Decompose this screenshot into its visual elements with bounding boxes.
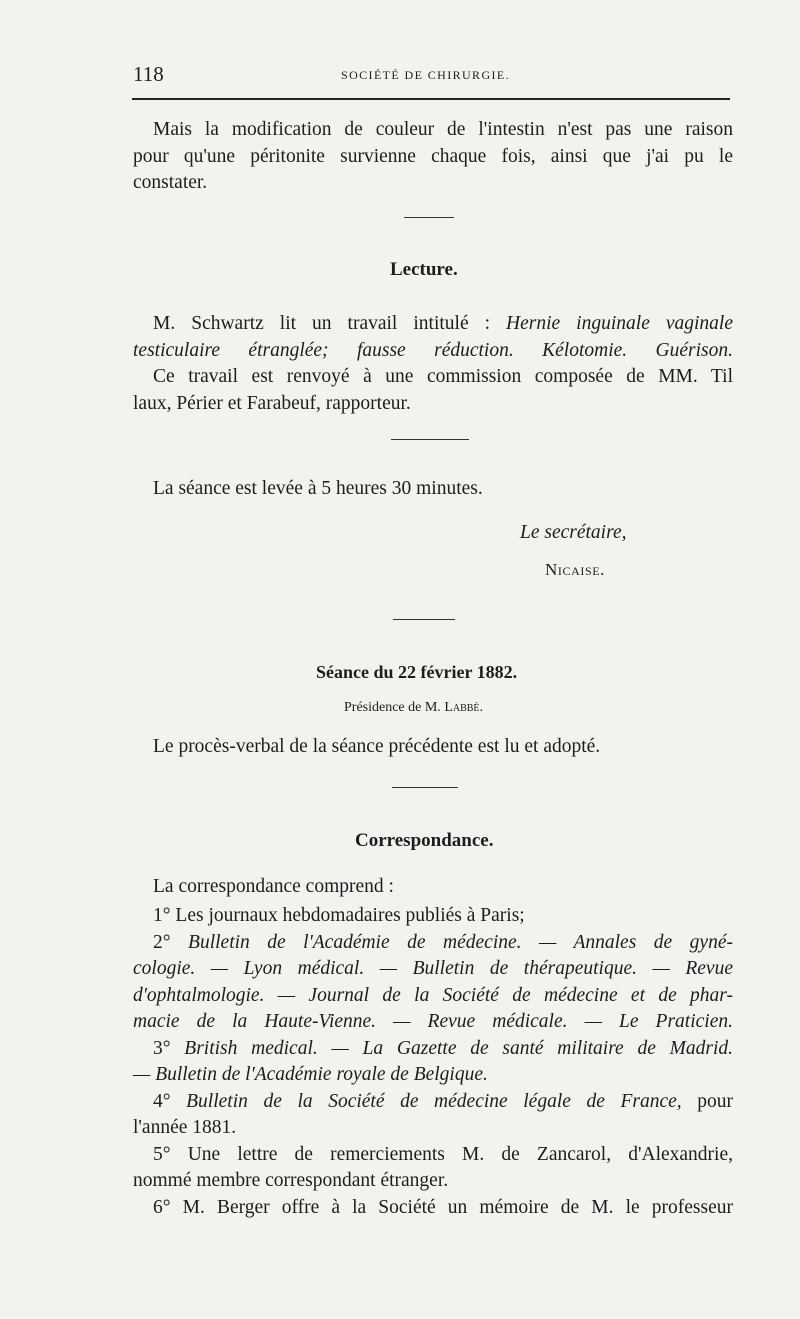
text-line: pour qu'une péritonite survienne chaque fois, ainsi que j'ai pu le <box>133 145 733 167</box>
text-run: 4° <box>153 1090 187 1112</box>
section-separator <box>393 619 455 620</box>
section-heading-correspondance: Correspondance. <box>355 830 494 851</box>
text-run: pour <box>681 1090 733 1112</box>
text-run: 3° <box>153 1037 185 1059</box>
text-line: nommé membre correspondant étranger. <box>133 1170 449 1191</box>
minutes-text: Le procès-verbal de la séance précédente est lu et adopté. <box>153 736 601 757</box>
text-line: Ce travail est renvoyé à une commission composée de MM. Til <box>153 366 733 387</box>
text-line <box>133 983 733 1010</box>
text-line <box>133 1009 733 1036</box>
text-line: Mais la modification de couleur de l'intestin n'est pas une raison <box>153 119 733 140</box>
correspondance-intro: La correspondance comprend : <box>153 876 394 897</box>
session-presidence <box>344 700 483 716</box>
list-item <box>133 930 733 957</box>
page-number: 118 <box>133 62 164 86</box>
signature-name: Nicaise. <box>545 560 605 579</box>
president-name: Labbé. <box>444 700 484 715</box>
italic-run: testiculaire étranglée; fausse réduction. Kélotomie. Guérison. <box>133 339 733 361</box>
italic-run: Hernie inguinale vaginale <box>506 313 733 334</box>
text-run: 2° <box>153 931 189 953</box>
section-separator <box>391 439 469 440</box>
text-line: l'année 1881. <box>133 1117 237 1138</box>
text-run: M. Schwartz lit un travail intitulé : <box>153 313 507 334</box>
italic-run: macie de la Haute-Vienne. — Revue médicale. — Le Praticien. <box>133 1011 733 1032</box>
italic-run: Bulletin de l'Académie de médecine. — Annales de gyné- <box>188 931 733 953</box>
signature-title: Le secrétaire, <box>520 522 627 543</box>
presidence-label: Présidence de M. <box>344 700 445 715</box>
correspondance-list <box>133 903 733 1221</box>
closing-text: La séance est levée à 5 heures 30 minutes. <box>153 478 483 499</box>
header-rule <box>132 98 730 100</box>
lecture-paragraph <box>133 311 733 417</box>
list-item <box>133 1089 733 1116</box>
session-title: Séance du 22 février 1882. <box>316 662 518 682</box>
list-item: 5° Une lettre de remerciements M. de Zancarol, d'Alexandrie, <box>153 1143 733 1165</box>
section-separator <box>404 217 454 218</box>
running-title: SOCIÉTÉ DE CHIRURGIE. <box>341 68 511 82</box>
list-item: 6° M. Berger offre à la Société un mémoire de M. le professeur <box>153 1196 733 1218</box>
list-item: 1° Les journaux hebdomadaires publiés à Paris; <box>153 905 525 926</box>
italic-run: — Bulletin de l'Académie royale de Belgique. <box>133 1064 488 1085</box>
section-heading-lecture: Lecture. <box>390 259 458 280</box>
italic-run: Bulletin de la Société de médecine légale de France, <box>186 1090 682 1112</box>
text-line <box>133 956 733 983</box>
list-item <box>133 1036 733 1063</box>
italic-run: British medical. — La Gazette de santé militaire de Madrid. <box>184 1037 733 1059</box>
text-line <box>133 311 733 338</box>
text-line <box>133 338 733 365</box>
text-line <box>133 1062 733 1089</box>
italic-run: d'ophtalmologie. — Journal de la Société de médecine et de phar- <box>133 984 733 1006</box>
text-line: constater. <box>133 172 208 193</box>
intro-paragraph <box>133 117 733 197</box>
section-separator <box>392 787 458 788</box>
italic-run: cologie. — Lyon médical. — Bulletin de thérapeutique. — Revue <box>133 958 733 979</box>
text-line: laux, Périer et Farabeuf, rapporteur. <box>133 392 411 414</box>
